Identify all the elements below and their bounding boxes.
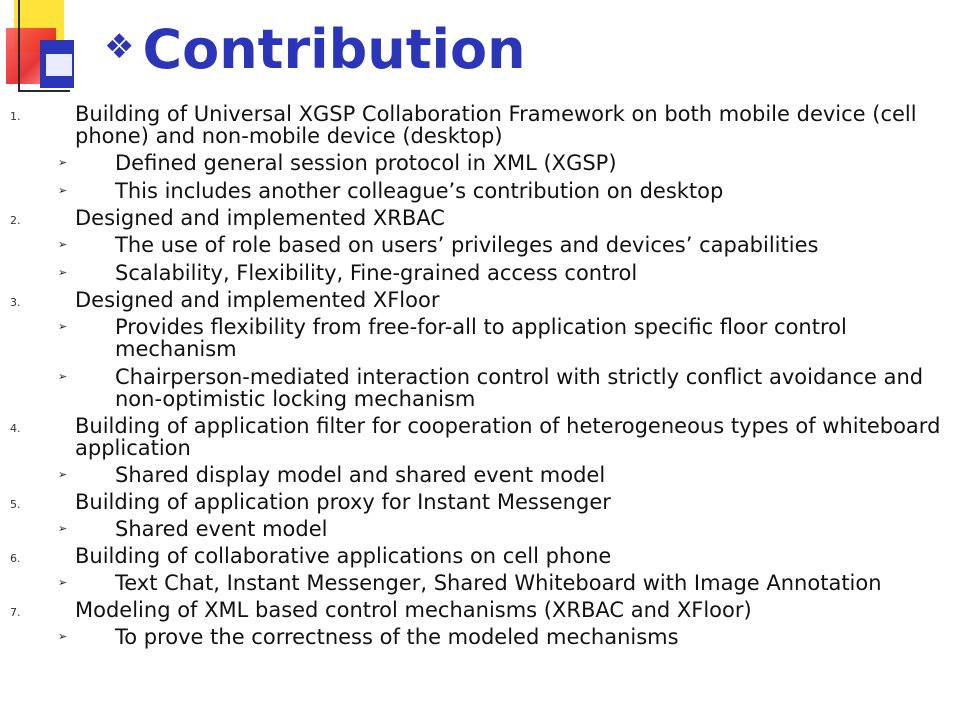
arrow-bullet-icon: ➢ <box>58 468 68 481</box>
contribution-list <box>0 102 960 652</box>
list-item <box>0 288 960 314</box>
sub-item <box>0 232 960 260</box>
arrow-bullet-icon: ➢ <box>58 522 68 535</box>
sub-item-text: Text Chat, Instant Messenger, Shared Whiteboard with Image Annotation <box>115 571 882 595</box>
sub-item-text: Provides flexibility from free-for-all to application specific floor control mechanism <box>115 315 847 361</box>
sub-item-text: Chairperson-mediated interaction control with strictly conflict avoidance and non-optimistic locking mechanism <box>115 365 924 411</box>
sub-item-text: Scalability, Flexibility, Fine-grained access control <box>115 261 638 285</box>
sub-item-text: This includes another colleague’s contribution on desktop <box>115 179 724 203</box>
slide-title-text: Contribution <box>142 18 526 81</box>
list-item <box>0 490 960 516</box>
item-number: 1. <box>10 110 21 123</box>
sub-item <box>0 516 960 544</box>
sub-item-text: To prove the correctness of the modeled mechanisms <box>115 625 679 649</box>
arrow-bullet-icon: ➢ <box>58 156 68 169</box>
item-text: Modeling of XML based control mechanisms (XRBAC and XFloor) <box>75 598 752 622</box>
decorative-blue-inner <box>46 54 72 76</box>
item-text: Designed and implemented XFloor <box>75 288 440 312</box>
sub-item <box>0 260 960 288</box>
item-text: Building of Universal XGSP Collaboration Framework on both mobile device (cell phone) and non-mobile device (desktop) <box>75 102 917 148</box>
decorative-horizontal-line <box>18 90 70 92</box>
item-number: 4. <box>10 422 21 435</box>
decorative-vertical-line <box>18 0 20 92</box>
sub-item-text: Defined general session protocol in XML (XGSP) <box>115 151 617 175</box>
item-text: Building of application proxy for Instant Messenger <box>75 490 611 514</box>
sub-item <box>0 462 960 490</box>
sub-item <box>0 364 960 414</box>
list-item <box>0 102 960 150</box>
list-item <box>0 544 960 570</box>
sub-item <box>0 178 960 206</box>
diamond-bullet-icon: ❖ <box>104 27 135 67</box>
item-number: 3. <box>10 296 21 309</box>
item-number: 6. <box>10 552 21 565</box>
item-number: 2. <box>10 214 21 227</box>
arrow-bullet-icon: ➢ <box>58 266 68 279</box>
sub-item-text: Shared display model and shared event model <box>115 463 606 487</box>
item-number: 5. <box>10 498 21 511</box>
list-item <box>0 414 960 462</box>
arrow-bullet-icon: ➢ <box>58 184 68 197</box>
item-text: Building of collaborative applications on cell phone <box>75 544 612 568</box>
arrow-bullet-icon: ➢ <box>58 576 68 589</box>
decorative-blue-small <box>58 42 68 54</box>
arrow-bullet-icon: ➢ <box>58 370 68 383</box>
sub-item <box>0 150 960 178</box>
sub-item-text: Shared event model <box>115 517 328 541</box>
slide-title <box>104 14 526 83</box>
sub-item-text: The use of role based on users’ privileges and devices’ capabilities <box>115 233 819 257</box>
sub-item <box>0 570 960 598</box>
list-item <box>0 598 960 624</box>
arrow-bullet-icon: ➢ <box>58 320 68 333</box>
arrow-bullet-icon: ➢ <box>58 238 68 251</box>
list-item <box>0 206 960 232</box>
item-text: Building of application filter for cooperation of heterogeneous types of whiteboard application <box>75 414 941 460</box>
item-number: 7. <box>10 606 21 619</box>
sub-item <box>0 624 960 652</box>
arrow-bullet-icon: ➢ <box>58 630 68 643</box>
sub-item <box>0 314 960 364</box>
item-text: Designed and implemented XRBAC <box>75 206 445 230</box>
